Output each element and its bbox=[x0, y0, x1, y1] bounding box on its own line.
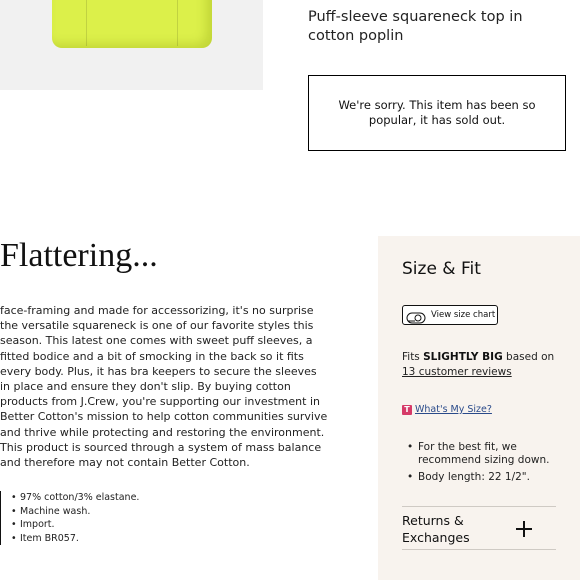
fit-note-item: • For the best fit, we recommend sizing down. bbox=[407, 441, 557, 467]
fit-notes bbox=[407, 441, 557, 488]
size-fit-title: Size & Fit bbox=[402, 259, 481, 279]
view-size-chart-label: View size chart bbox=[431, 310, 496, 320]
fit-summary bbox=[402, 350, 562, 380]
view-size-chart-button[interactable] bbox=[402, 305, 498, 325]
returns-exchanges-accordion[interactable] bbox=[402, 512, 556, 548]
garment-image bbox=[52, 0, 212, 48]
sold-out-notice bbox=[308, 75, 566, 151]
fit-note-item: • Body length: 22 1/2". bbox=[407, 471, 557, 484]
fact-item: • Machine wash. bbox=[11, 505, 139, 519]
customer-reviews-link[interactable]: 13 customer reviews bbox=[402, 366, 512, 378]
divider bbox=[402, 549, 556, 550]
fit-prefix: Fits bbox=[402, 351, 420, 363]
fact-item: • Item BR057. bbox=[11, 532, 139, 546]
divider bbox=[402, 506, 556, 507]
whats-my-size-label: What's My Size? bbox=[415, 404, 492, 415]
fact-item: • 97% cotton/3% elastane. bbox=[11, 491, 139, 505]
description-body: face-framing and made for accessorizing, it's no surprise the versatile squareneck is one of our favorite styles this season. This latest one comes with sweet puff sleeves, a fitted bodice and a bit of smocking in the back so it fits every body. Plus, it has bra keepers to secure the sleeves in place and ensure they don't slip. By buying cotton products from J.Crew, you're supporting our investment in Better Cotton's mission to help cotton communities survive and thrive while protecting and restoring the environment. This product is sourced through a system of mass balance and therefore may not contain Better Cotton. bbox=[0, 304, 328, 470]
sold-out-message: We're sorry. This item has been so popular, it has sold out. bbox=[338, 98, 536, 127]
measuring-tape-icon bbox=[406, 309, 426, 321]
plus-icon[interactable] bbox=[516, 521, 532, 537]
fact-item: • Import. bbox=[11, 518, 139, 532]
fit-value: SLIGHTLY BIG bbox=[423, 351, 503, 363]
true-fit-badge-icon: T bbox=[402, 405, 412, 415]
product-facts bbox=[0, 491, 139, 545]
product-image[interactable] bbox=[0, 0, 263, 90]
product-title: Puff-sleeve squareneck top in cotton poplin bbox=[308, 9, 523, 44]
description-heading: Flattering... bbox=[0, 237, 158, 274]
whats-my-size-link[interactable] bbox=[402, 403, 492, 417]
fit-middle: based on bbox=[506, 351, 555, 363]
returns-exchanges-label: Returns & Exchanges bbox=[402, 513, 470, 545]
